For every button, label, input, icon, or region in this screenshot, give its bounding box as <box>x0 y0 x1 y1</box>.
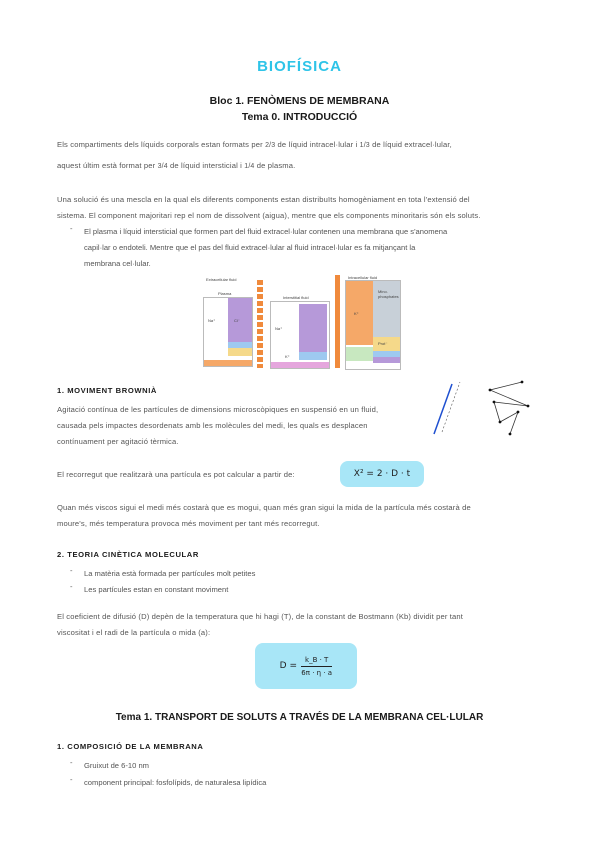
browni-line-1: Agitació contínua de les partícules de dimensions microscòpiques en suspensió en un fluid, <box>57 405 379 414</box>
brownian-path-illustration <box>430 372 540 442</box>
browni-line-2: causada pels impactes desordenats amb les molècules del medi, les quals es desplacen <box>57 421 368 430</box>
solution-line-1: Una solució és una mescla en la qual els diferents components estan distribuïts homogèniament en tota l'extensió del <box>57 195 470 204</box>
diffusion-line-2: viscositat i el radi de la partícula o mida (a): <box>57 628 211 637</box>
membrane-bullet-2: component principal: fosfolípids, de naturalesa lipídica <box>84 778 267 787</box>
plasma-bullet-line-3: membrana cel·lular. <box>84 259 151 268</box>
cell-membrane-divider <box>335 275 340 368</box>
kinetic-bullet-1: La matèria està formada per partícules molt petites <box>84 569 256 578</box>
bullet-dash: - <box>70 566 73 575</box>
fluid-compartments-figure <box>198 275 403 370</box>
intro-line-2: aquest últim està format per 3/4 de líquid intersticial i 1/4 de plasma. <box>57 161 296 170</box>
bullet-dash: - <box>70 582 73 591</box>
bullet-dash: - <box>70 224 73 233</box>
section-teoria-cinetica: 2. TEORIA CINÈTICA MOLECULAR <box>57 550 199 559</box>
fraction: 1/4 <box>244 163 255 170</box>
kinetic-bullet-2: Les partícules estan en constant moviment <box>84 585 229 594</box>
browni-line-4: Quan més viscos sigui el medi més costarà que es mogui, quan més gran sigui la mida de la partícula més costarà de <box>57 503 471 512</box>
solution-line-2: sistema. El component majoritari rep el nom de dissolvent (aigua), mentre que els components minoritaris són els soluts. <box>57 211 481 220</box>
formula-intro: El recorregut que realitzarà una partícula es pot calcular a partir de: <box>57 470 295 479</box>
fraction: 3/4 <box>157 163 168 170</box>
diffusion-formula: D = $\frac{k\_B \cdot T}{6\pi \cdot \eta \cdot a}$ <box>255 643 357 689</box>
bloc-heading: Bloc 1. FENÒMENS DE MEMBRANA <box>209 95 390 107</box>
formula-numerator: k_B · T <box>301 656 332 667</box>
extracellular-label: Extracellular fluid <box>206 277 237 282</box>
document-title: BIOFÍSICA <box>257 58 342 75</box>
browni-line-5: moure's, més temperatura provoca més moviment per tant més recorregut. <box>57 519 320 528</box>
plasma-bullet-line-1: El plasma i líquid intersticial que formen part del fluid extracel·lular contenen una membrana que s'anomena <box>84 227 448 236</box>
fraction: 2/3 <box>265 142 276 149</box>
plasma-bullet-line-2: capil·lar o endoteli. Mentre que el pas del fluid extracel·lular al fluid intracel·lular es fa mitjançant la <box>84 243 416 252</box>
capillaries-divider <box>257 280 263 368</box>
bullet-dash: - <box>70 758 73 767</box>
section-moviment-browni: 1. MOVIMENT BROWNIÀ <box>57 386 157 395</box>
interstitial-label: Interstitial fluid <box>283 295 309 300</box>
tema1-heading: Tema 1. TRANSPORT DE SOLUTS A TRAVÉS DE LA MEMBRANA CEL·LULAR <box>115 712 484 723</box>
fraction: 1/3 <box>359 142 370 149</box>
intro-line-1: Els compartiments dels líquids corporals estan formats per 2/3 de líquid intracel·lular i 1/3 de líquid extracel·lular, <box>57 140 452 149</box>
diffusion-line-1: El coeficient de difusió (D) depèn de la temperatura que hi hagi (T), de la constant de Bostmann (Kb) dividit per tant <box>57 612 464 621</box>
plasma-column: Na⁺ Cl⁻ <box>203 297 253 367</box>
formula-denominator: 6π · η · a <box>301 668 333 677</box>
browni-line-3: contínuament per agitació tèrmica. <box>57 437 179 446</box>
bullet-dash: - <box>70 775 73 784</box>
plasma-label: Plasma <box>218 291 232 296</box>
section-composicio-membrana: 1. COMPOSICIÓ DE LA MEMBRANA <box>57 742 204 751</box>
brownian-formula: X² = 2 · D · t <box>340 461 424 487</box>
interstitial-column: Na⁺ K⁺ <box>270 301 330 369</box>
tema0-heading: Tema 0. INTRODUCCIÓ <box>241 111 358 123</box>
intracellular-label: Intracellular fluid <box>348 275 378 280</box>
membrane-bullet-1: Gruixut de 6-10 nm <box>84 761 149 770</box>
intracellular-column: Mino. phosphates K⁺ Prot⁻ <box>345 280 401 370</box>
